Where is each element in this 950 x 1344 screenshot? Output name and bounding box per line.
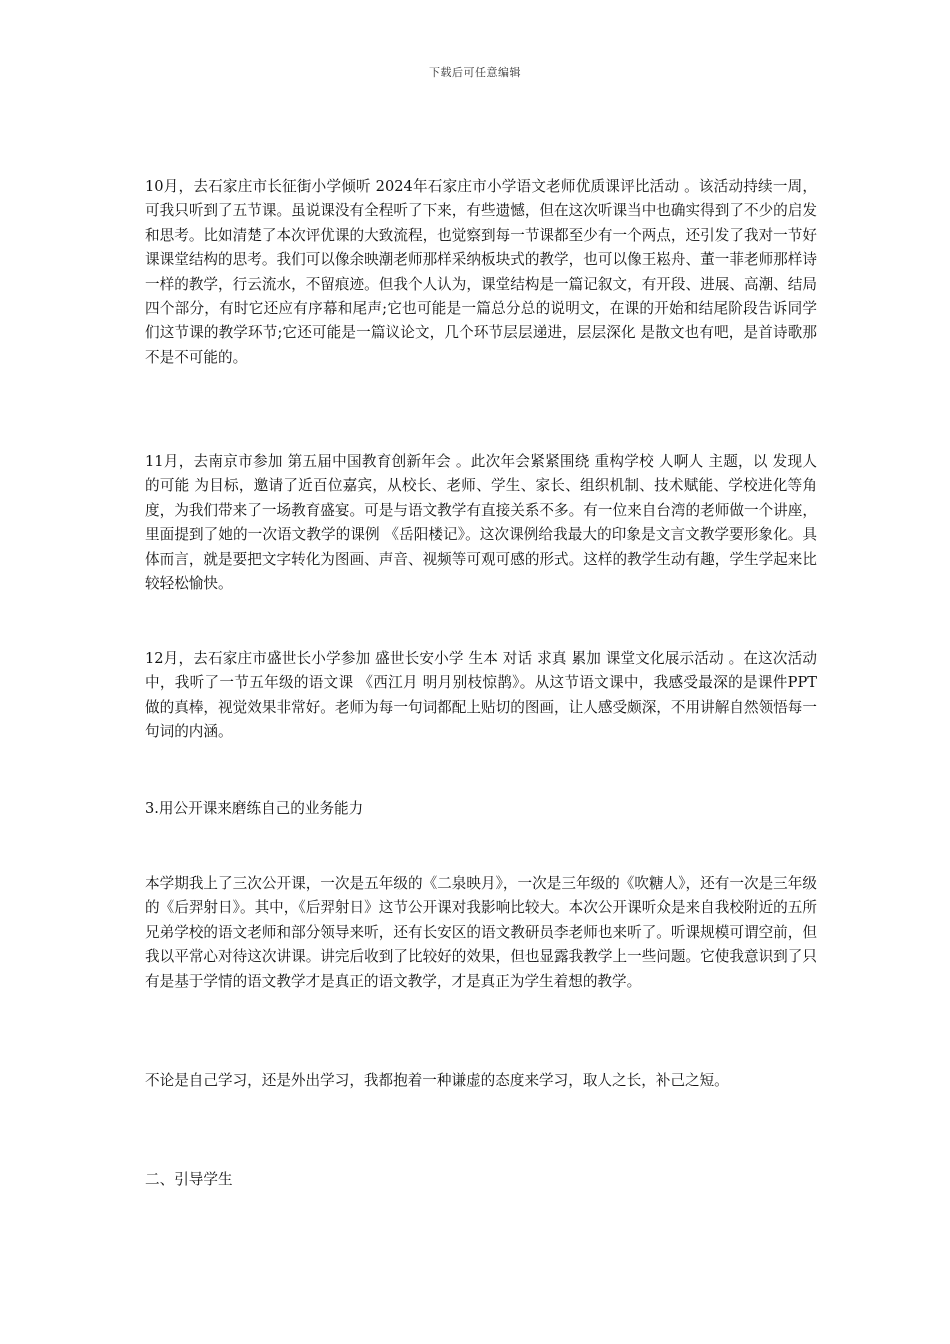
paragraph-december: 12月，去石家庄市盛世长小学参加 盛世长安小学 生本 对话 求真 累加 课堂文化展示活动 。在这次活动中，我听了一节五年级的语文课 《西江月 明月别枝惊鹊》。从这节语文课中，我感受最深的是课件PPT做的真棒，视觉效果非常好。老师为每一句词都配上贴切的图画，让人感受颇深，不用讲解自然领悟每一句词的内涵。 <box>145 650 817 741</box>
paragraph-november: 11月，去南京市参加 第五届中国教育创新年会 。此次年会紧紧围绕 重构学校 人啊人 主题，以 发现人的可能 为目标，邀请了近百位嘉宾，从校长、老师、学生、家长、组织机制、技术赋能、学校进化等角度，为我们带来了一场教育盛宴。可是与语文教学有直接关系不多。有一位来自台湾的老师做一个讲座，里面提到了她的一次语文教学的课例 《岳阳楼记》。这次课例给我最大的印象是文言文教学要形象化。具体而言，就是要把文字转化为图画、声音、视频等可观可感的形式。这样的教学生动有趣，学生学起来比较轻松愉快。 <box>145 453 817 593</box>
section-heading-2: 二、引导学生 <box>145 1171 233 1188</box>
paragraph-open-class: 本学期我上了三次公开课，一次是五年级的《二泉映月》，一次是三年级的《吹糖人》，还有一次是三年级的《后羿射日》。其中，《后羿射日》这节公开课对我影响比较大。本次公开课听众是来自我校附近的五所兄弟学校的语文老师和部分领导来听，还有长安区的语文教研员李老师也来听了。听课规模可谓空前，但我以平常心对待这次讲课。讲完后收到了比较好的效果，但也显露我教学上一些问题。它使我意识到了只有是基于学情的语文教学才是真正的语文教学，才是真正为学生着想的教学。 <box>145 875 817 990</box>
page-header: 下载后可任意编辑 <box>429 66 521 79</box>
section-heading-3: 3.用公开课来磨练自己的业务能力 <box>145 800 364 817</box>
paragraph-humble: 不论是自己学习，还是外出学习，我都抱着一种谦虚的态度来学习，取人之长，补己之短。 <box>145 1072 729 1089</box>
paragraph-october: 10月，去石家庄市长征街小学倾听 2024年石家庄市小学语文老师优质课评比活动 。该活动持续一周，可我只听到了五节课。虽说课没有全程听了下来，有些遗憾，但在这次听课当中也确实得到了不少的启发和思考。比如清楚了本次评优课的大致流程，也觉察到每一节课都至少有一个两点，还引发了我对一节好课课堂结构的思考。我们可以像余映潮老师那样采纳板块式的教学，也可以像王崧舟、董一菲老师那样诗一样的教学，行云流水，不留痕迹。但我个人认为，课堂结构是一篇记叙文，有开段、进展、高潮、结局四个部分，有时它还应有序幕和尾声;它也可能是一篇总分总的说明文，在课的开始和结尾阶段告诉同学们这节课的教学环节;它还可能是一篇议论文，几个环节层层递进，层层深化 是散文也有吧，是首诗歌那不是不可能的。 <box>145 178 817 366</box>
